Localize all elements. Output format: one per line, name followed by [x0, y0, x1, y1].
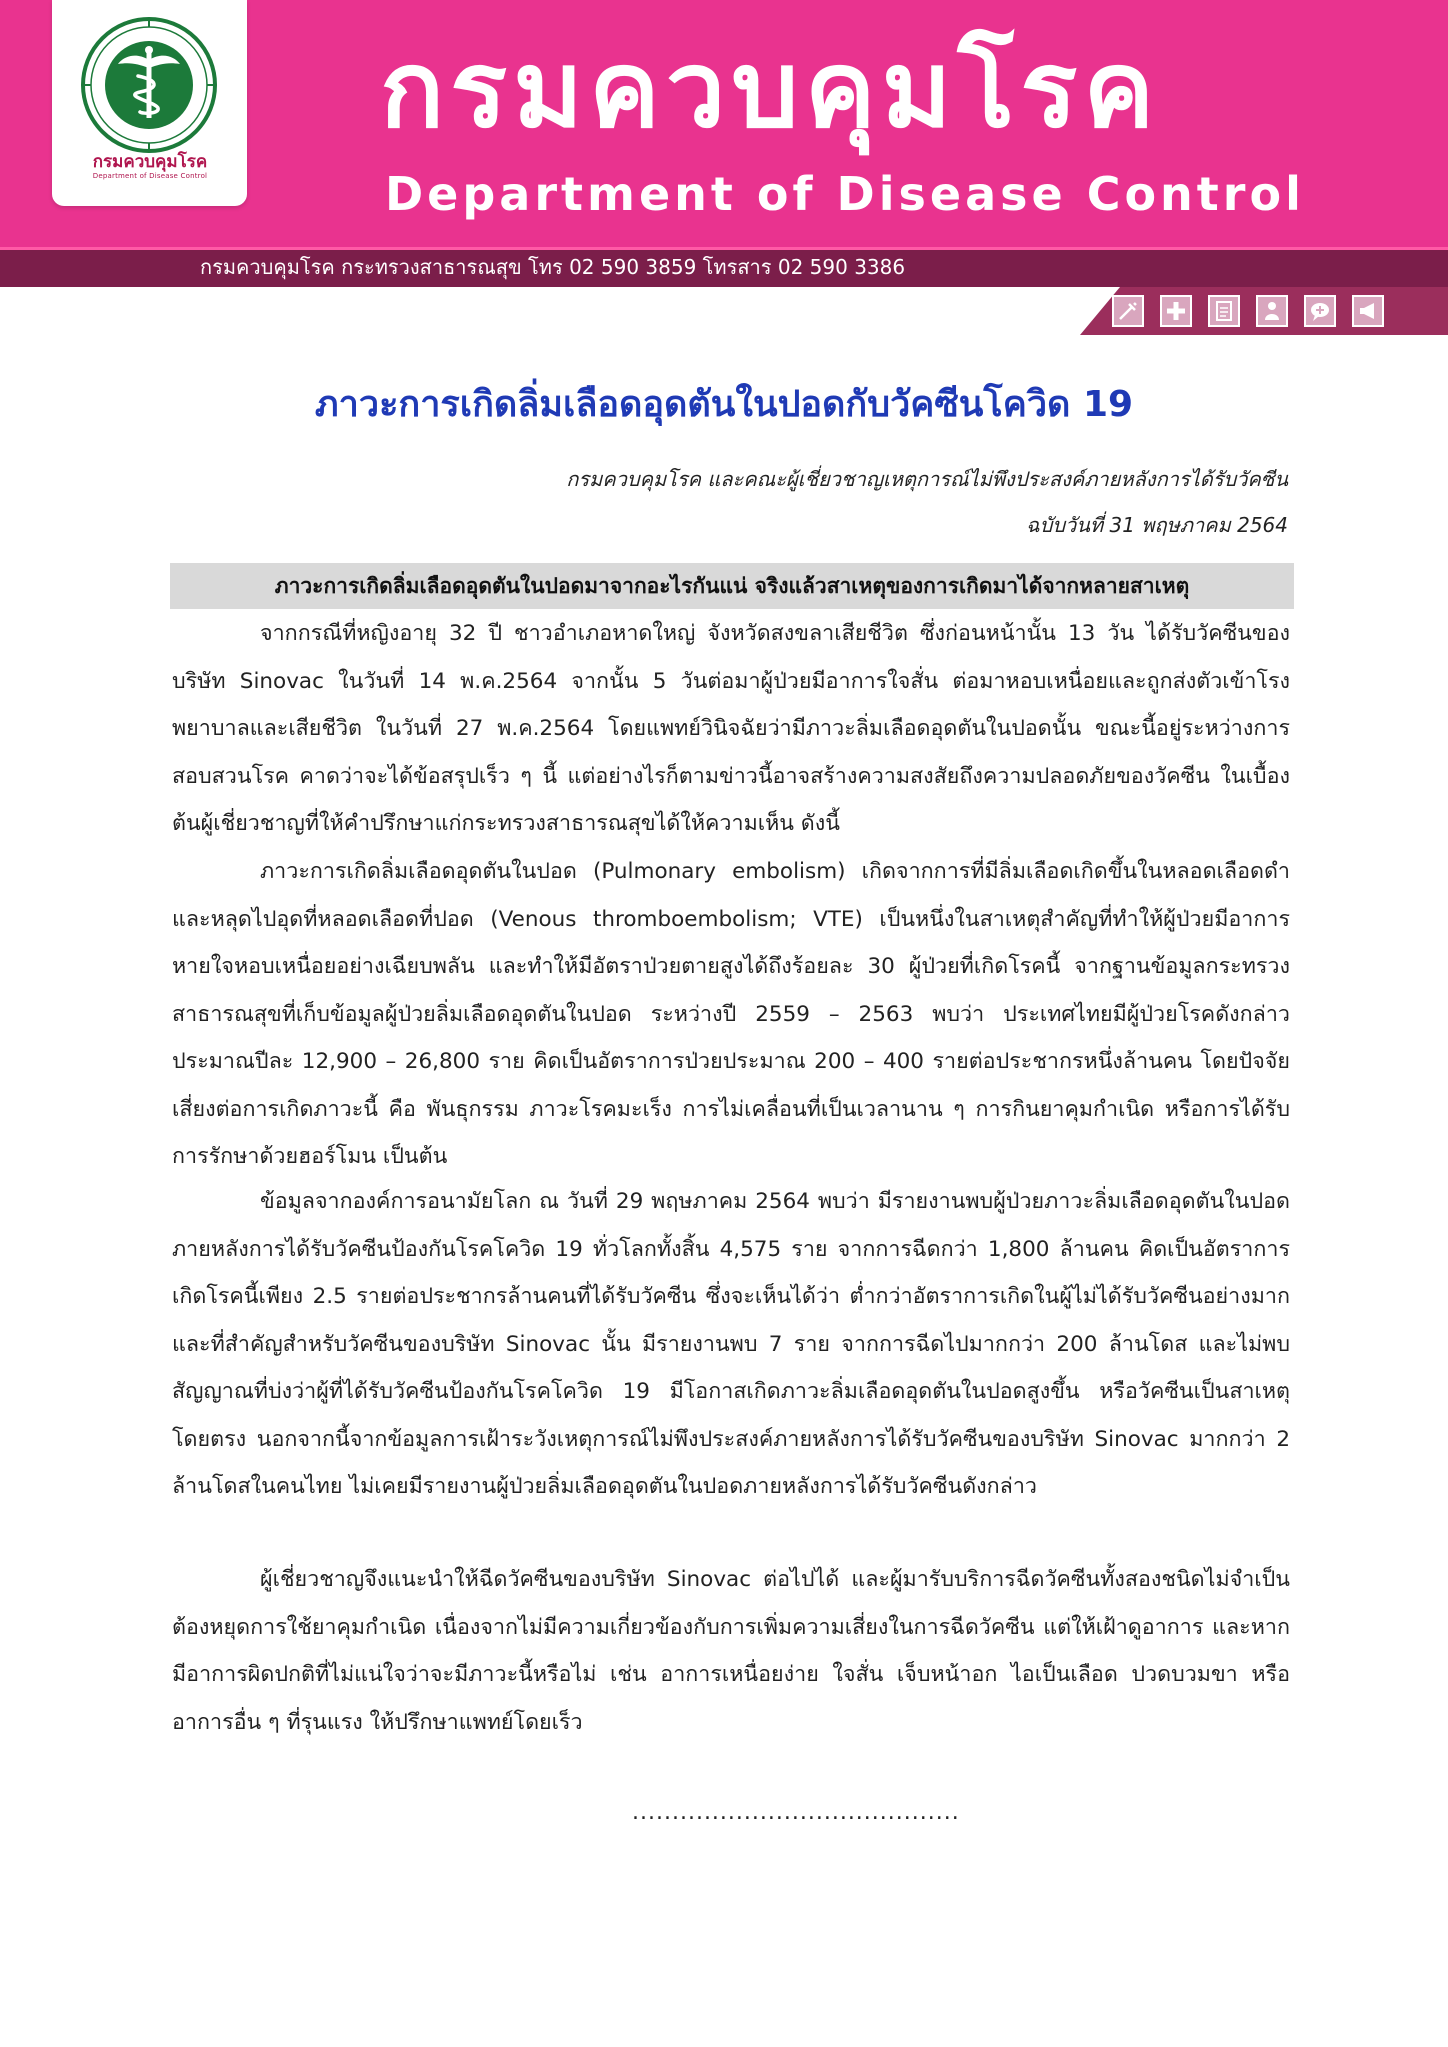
- clipboard-icon: [1208, 295, 1240, 327]
- paragraph-2: [172, 848, 1290, 1181]
- contact-line: กรมควบคุมโรค กระทรวงสาธารณสุข โทร 02 590 3859 โทรสาร 02 590 3386: [200, 255, 906, 279]
- department-title-thai: กรมควบคุมโรค: [380, 28, 1161, 151]
- paragraph-1-text: จากกรณีที่หญิงอายุ 32 ปี ชาวอำเภอหาดใหญ่ จังหวัดสงขลาเสียชีวิต ซึ่งก่อนหน้านั้น 13 วัน ได้รับวัคซีนของบริษัท Sinovac ในวันที่ 14 พ.ค.2564 จากนั้น 5 วันต่อมาผู้ป่วยมีอาการใจสั่น ต่อมาหอบเหนื่อยและถูกส่งตัวเข้าโรงพยาบาลและเสียชีวิต ในวันที่ 27 พ.ค.2564 โดยแพทย์วินิจฉัยว่ามีภาวะลิ่มเลือดอุดตันในปอดนั้น ขณะนี้อยู่ระหว่างการสอบสวนโรค คาดว่าจะได้ข้อสรุปเร็ว ๆ นี้ แต่อย่างไรก็ตามข่าวนี้อาจสร้างความสงสัยถึงความปลอดภัยของวัคซีน ในเบื้องต้นผู้เชี่ยวชาญที่ให้คำปรึกษาแก่กระทรวงสาธารณสุขได้ให้ความเห็น ดังนี้: [172, 621, 1290, 836]
- byline: [566, 456, 1288, 548]
- paragraph-4-text: ผู้เชี่ยวชาญจึงแนะนำให้ฉีดวัคซีนของบริษัท Sinovac ต่อไปได้ และผู้มารับบริการฉีดวัคซีนทั้งสองชนิดไม่จำเป็นต้องหยุดการใช้ยาคุมกำเนิด เนื่องจากไม่มีความเกี่ยวข้องกับการเพิ่มความเสี่ยงในการฉีดวัคซีน แต่ให้เฝ้าดูอาการ และหากมีอาการผิดปกติที่ไม่แน่ใจว่าจะมีภาวะนี้หรือไม่ เช่น อาการเหนื่อยง่าย ใจสั่น เจ็บหน้าอก ไอเป็นเลือด ปวดบวมขา หรืออาการอื่น ๆ ที่รุนแรง ให้ปรึกษาแพทย์โดยเร็ว: [172, 1567, 1290, 1735]
- end-mark: .........................................: [632, 1800, 960, 1825]
- logo-subcaption: Department of Disease Control: [92, 172, 208, 180]
- paragraph-4: [172, 1556, 1290, 1746]
- document-title: ภาวะการเกิดลิ่มเลือดอุดตันในปอดกับวัคซีนโควิด 19: [314, 384, 1134, 425]
- ministry-seal-icon: [80, 16, 218, 154]
- contact-strip-highlight: [0, 247, 1448, 250]
- speech-bubble-icon: [1304, 295, 1336, 327]
- paragraph-2-text: ภาวะการเกิดลิ่มเลือดอุดตันในปอด (Pulmonary embolism) เกิดจากการที่มีลิ่มเลือดเกิดขึ้นในหลอดเลือดดำ และหลุดไปอุดที่หลอดเลือดที่ปอด (Venous thromboembolism; VTE) เป็นหนึ่งในสาเหตุสำคัญที่ทำให้ผู้ป่วยมีอาการหายใจหอบเหนื่อยอย่างเฉียบพลัน และทำให้มีอัตราป่วยตายสูงได้ถึงร้อยละ 30 ผู้ป่วยที่เกิดโรคนี้ จากฐานข้อมูลกระทรวงสาธารณสุขที่เก็บข้อมูลผู้ป่วยลิ่มเลือดอุดตันในปอด ระหว่างปี 2559 – 2563 พบว่า ประเทศไทยมีผู้ป่วยโรคดังกล่าวประมาณปีละ 12,900 – 26,800 ราย คิดเป็นอัตราการป่วยประมาณ 200 – 400 รายต่อประชากรหนึ่งล้านคน โดยปัจจัยเสี่ยงต่อการเกิดภาวะนี้ คือ พันธุกรรม ภาวะโรคมะเร็ง การไม่เคลื่อนที่เป็นเวลานาน ๆ การกินยาคุมกำเนิด หรือการได้รับการรักษาด้วยฮอร์โมน เป็นต้น: [172, 859, 1290, 1169]
- paragraph-3: [172, 1178, 1290, 1511]
- letterhead: [0, 0, 1448, 340]
- syringe-icon: [1112, 295, 1144, 327]
- doctor-icon: [1256, 295, 1288, 327]
- logo-caption: กรมควบคุมโรค: [92, 152, 208, 172]
- paragraph-1: [172, 610, 1290, 848]
- paragraph-3-text: ข้อมูลจากองค์การอนามัยโลก ณ วันที่ 29 พฤษภาคม 2564 พบว่า มีรายงานพบผู้ป่วยภาวะลิ่มเลือดอุดตันในปอดภายหลังการได้รับวัคซีนป้องกันโรคโควิด 19 ทั่วโลกทั้งสิ้น 4,575 ราย จากการฉีดกว่า 1,800 ล้านคน คิดเป็นอัตราการเกิดโรคนี้เพียง 2.5 รายต่อประชากรล้านคนที่ได้รับวัคซีน ซึ่งจะเห็นได้ว่า ต่ำกว่าอัตราการเกิดในผู้ไม่ได้รับวัคซีนอย่างมาก และที่สำคัญสำหรับวัคซีนของบริษัท Sinovac นั้น มีรายงานพบ 7 ราย จากการฉีดไปมากกว่า 200 ล้านโดส และไม่พบสัญญาณที่บ่งว่าผู้ที่ได้รับวัคซีนป้องกันโรคโควิด 19 มีโอกาสเกิดภาวะลิ่มเลือดอุดตันในปอดสูงขึ้น หรือวัคซีนเป็นสาเหตุโดยตรง นอกจากนี้จากข้อมูลการเฝ้าระวังเหตุการณ์ไม่พึงประสงค์ภายหลังการได้รับวัคซีนของบริษัท Sinovac มากกว่า 2 ล้านโดสในคนไทย ไม่เคยมีรายงานผู้ป่วยลิ่มเลือดอุดตันในปอดภายหลังการได้รับวัคซีนดังกล่าว: [172, 1189, 1290, 1499]
- section-heading: ภาวะการเกิดลิ่มเลือดอุดตันในปอดมาจากอะไรกันแน่ จริงแล้วสาเหตุของการเกิดมาได้จากหลายสาเหตุ: [274, 574, 1190, 598]
- department-title-english: Department of Disease Control: [385, 167, 1305, 221]
- author-line: กรมควบคุมโรค และคณะผู้เชี่ยวชาญเหตุการณ์ไม่พึงประสงค์ภายหลังการได้รับวัคซีน: [566, 467, 1288, 491]
- megaphone-icon: [1352, 295, 1384, 327]
- plus-icon: [1160, 295, 1192, 327]
- issue-date: ฉบับวันที่ 31 พฤษภาคม 2564: [1026, 513, 1288, 537]
